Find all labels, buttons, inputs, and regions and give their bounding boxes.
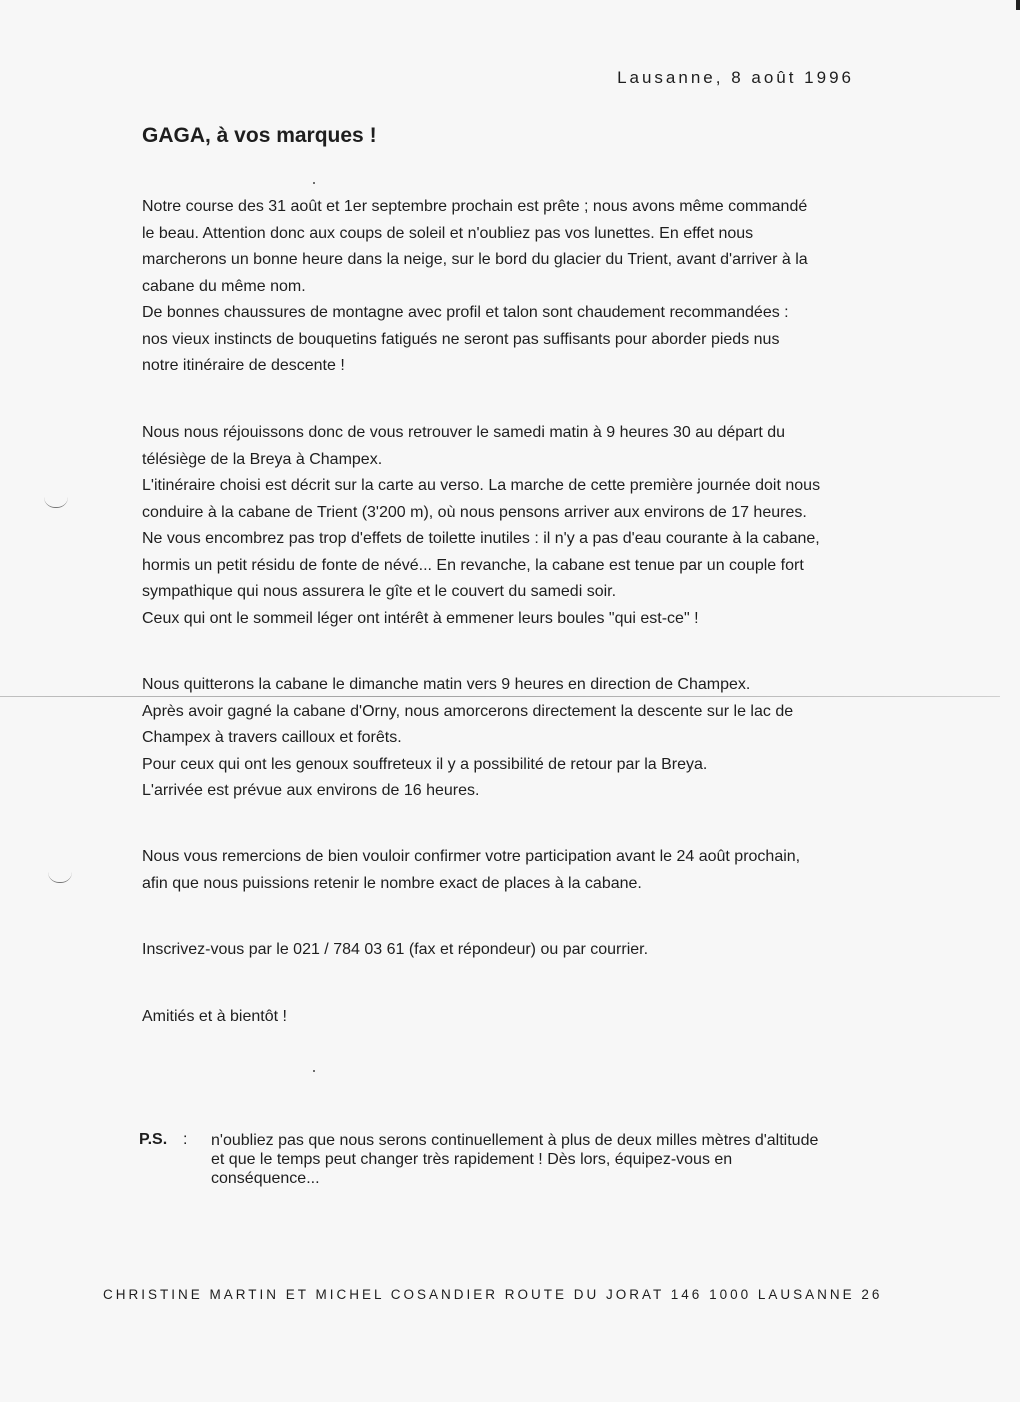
text-line: le beau. Attention donc aux coups de soleil et n'oubliez pas vos lunettes. En effet nous (142, 224, 754, 242)
paragraph-saturday (142, 420, 862, 632)
text-line: Après avoir gagné la cabane d'Orny, nous amorcerons directement la descente sur le lac de (142, 702, 794, 720)
paragraph-equipment (142, 194, 862, 380)
text-line: Champex à travers cailloux et forêts. (142, 729, 402, 746)
paragraph-registration (142, 937, 862, 964)
letter-title: GAGA, à vos marques ! (142, 124, 377, 147)
ps-label: P.S. (139, 1131, 168, 1148)
text-line: cabane du même nom. (142, 277, 306, 295)
text-line: notre itinéraire de descente ! (142, 357, 345, 374)
paragraph-sunday (142, 672, 862, 805)
text-line: L'arrivée est prévue aux environs de 16 heures. (142, 782, 480, 799)
letter-date: Lausanne, 8 août 1996 (617, 68, 854, 87)
text-line: sympathique qui nous assurera le gîte et le couvert du samedi soir. (142, 583, 617, 600)
text-line: Nous vous remercions de bien vouloir confirmer votre participation avant le 24 août prochain, (142, 848, 801, 865)
text-line: Pour ceux qui ont les genoux souffreteux il y a possibilité de retour par la Breya. (142, 755, 708, 773)
paragraph-closing (142, 1004, 862, 1031)
text-line: Nous nous réjouissons donc de vous retrouver le samedi matin à 9 heures 30 au départ du (142, 424, 786, 441)
text-line: afin que nous puissions retenir le nombre exact de places à la cabane. (142, 874, 642, 892)
scan-edge-mark (1016, 0, 1020, 10)
ps-text (211, 1131, 891, 1188)
text-line: Notre course des 31 août et 1er septembre prochain est prête ; nous avons même commandé (142, 198, 808, 215)
text-line: De bonnes chaussures de montagne avec profil et talon sont chaudement recommandées : (142, 304, 789, 321)
text-line: marcherons un bonne heure dans la neige, sur le bord du glacier du Trient, avant d'arriver à la (142, 251, 808, 268)
ps-colon: : (183, 1131, 188, 1148)
text-line: et que le temps peut changer très rapidement ! Dès lors, équipez-vous en (211, 1151, 733, 1168)
text-line: télésiège de la Breya à Champex. (142, 450, 383, 468)
text-line: Inscrivez-vous par le 021 / 784 03 61 (fax et répondeur) ou par courrier. (142, 941, 649, 958)
punch-hole-mark (44, 497, 68, 508)
text-line: Ne vous encombrez pas trop d'effets de toilette inutiles : il n'y a pas d'eau courante à la cabane, (142, 530, 820, 547)
text-line: Amitiés et à bientôt ! (142, 1008, 287, 1025)
text-line: Ceux qui ont le sommeil léger ont intérêt à emmener leurs boules "qui est-ce" ! (142, 609, 699, 627)
punch-hole-mark (48, 872, 72, 883)
paragraph-confirmation (142, 844, 862, 897)
scan-speck (313, 182, 315, 184)
text-line: conséquence... (211, 1170, 320, 1187)
text-line: nos vieux instincts de bouquetins fatigués ne seront pas suffisants pour aborder pieds nus (142, 330, 780, 348)
text-line: n'oubliez pas que nous serons continuellement à plus de deux milles mètres d'altitude (211, 1132, 819, 1149)
text-line: L'itinéraire choisi est décrit sur la carte au verso. La marche de cette première journée doit nous (142, 477, 821, 494)
text-line: Nous quitterons la cabane le dimanche matin vers 9 heures en direction de Champex. (142, 676, 751, 693)
text-line: hormis un petit résidu de fonte de névé... En revanche, la cabane est tenue par un couple fort (142, 556, 804, 574)
letter-footer-address: CHRISTINE MARTIN ET MICHEL COSANDIER ROUTE DU JORAT 146 1000 LAUSANNE 26 (103, 1287, 883, 1302)
text-line: conduire à la cabane de Trient (3'200 m), où nous pensons arriver aux environs de 17 heures. (142, 503, 807, 521)
scan-speck (313, 1070, 315, 1072)
